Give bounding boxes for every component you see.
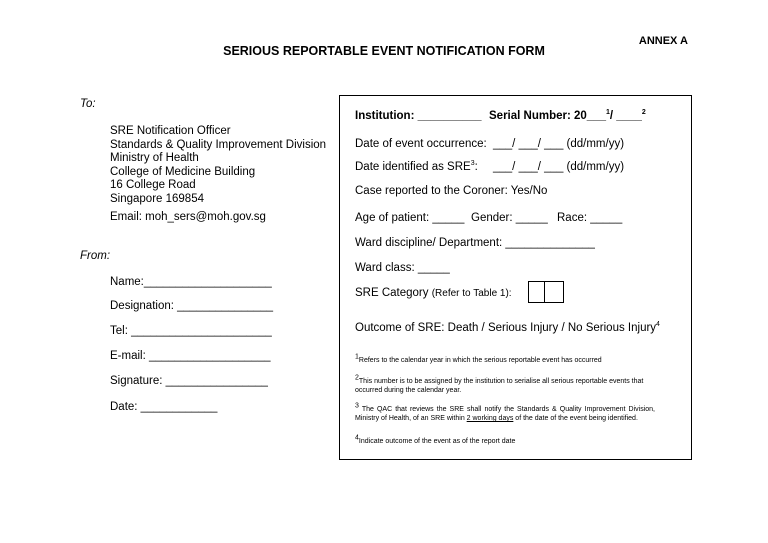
date-identified-text: Date identified as SRE bbox=[355, 161, 471, 173]
serial-footnote-2: 2 bbox=[641, 109, 646, 117]
footnote-marker: 2 bbox=[355, 374, 359, 382]
serial-mid: / ____ bbox=[609, 110, 642, 122]
footnote-2 bbox=[355, 374, 655, 395]
date-identified-footnote: 3 bbox=[470, 160, 475, 168]
footnote-4 bbox=[355, 434, 655, 446]
sre-category-box-2[interactable] bbox=[545, 281, 564, 303]
date-identified-field[interactable]: ___/ ___/ ___ (dd/mm/yy) bbox=[493, 161, 625, 173]
serial-footnote-1: 1 bbox=[605, 109, 610, 117]
tel-field[interactable]: Tel: ______________________ bbox=[110, 325, 272, 337]
email-field[interactable]: E-mail: ___________________ bbox=[110, 350, 271, 362]
date-occurrence-field[interactable]: ___/ ___/ ___ (dd/mm/yy) bbox=[493, 138, 625, 150]
footnote-1 bbox=[355, 353, 655, 365]
address-line: Ministry of Health bbox=[110, 152, 199, 164]
footnote-text: Indicate outcome of the event as of the report date bbox=[358, 438, 516, 445]
sre-category-text: SRE Category bbox=[355, 287, 429, 299]
outcome-footnote: 4 bbox=[656, 321, 660, 329]
from-label: From: bbox=[80, 250, 111, 262]
sre-category-label bbox=[355, 287, 512, 299]
race-field[interactable]: Race: _____ bbox=[557, 212, 623, 224]
footnote-text: This number is to be assigned by the institution to serialise all serious reportable events that occurred during the calendar year. bbox=[355, 378, 644, 394]
footnote-marker: 3 bbox=[355, 402, 359, 410]
gender-field[interactable]: Gender: _____ bbox=[471, 212, 548, 224]
outcome-field[interactable] bbox=[355, 322, 660, 334]
address-line: College of Medicine Building bbox=[110, 165, 256, 178]
outcome-text: Outcome of SRE: Death / Serious Injury / No Serious Injury bbox=[355, 322, 657, 334]
ward-class-field[interactable]: Ward class: _____ bbox=[355, 262, 450, 274]
footnote-3 bbox=[355, 402, 655, 423]
date-identified-label bbox=[355, 161, 478, 173]
serial-number-field[interactable] bbox=[489, 110, 646, 122]
footnote-text: The QAC that reviews the SRE shall notify the Standards & Quality Improvement Division, Ministry of Health, of an SRE within bbox=[355, 406, 655, 422]
coroner-field[interactable]: Case reported to the Coroner: Yes/No bbox=[355, 185, 548, 197]
address-line: Singapore 169854 bbox=[110, 192, 204, 205]
form-title: SERIOUS REPORTABLE EVENT NOTIFICATION FORM bbox=[223, 44, 545, 58]
sre-category-box-1[interactable] bbox=[528, 281, 545, 303]
designation-field[interactable]: Designation: _______________ bbox=[110, 300, 274, 312]
recipient-email: Email: moh_sers@moh.gov.sg bbox=[110, 211, 266, 223]
institution-field[interactable] bbox=[355, 110, 482, 122]
date-field[interactable]: Date: ____________ bbox=[110, 401, 218, 413]
age-field[interactable]: Age of patient: _____ bbox=[355, 212, 465, 224]
address-line: Standards & Quality Improvement Division bbox=[110, 138, 327, 151]
signature-field[interactable]: Signature: ________________ bbox=[110, 375, 268, 387]
recipient-address bbox=[110, 125, 326, 206]
footnote-marker: 4 bbox=[355, 434, 359, 442]
footnote-text: of the date of the event being identified. bbox=[513, 415, 638, 422]
sre-category-ref: (Refer to Table 1): bbox=[431, 288, 512, 299]
institution-label: Institution: __________ bbox=[355, 110, 482, 122]
annex-label: ANNEX A bbox=[638, 35, 688, 47]
date-occurrence-label: Date of event occurrence: bbox=[355, 138, 487, 150]
footnote-text: Refers to the calendar year in which the serious reportable event has occurred bbox=[358, 357, 602, 364]
to-label: To: bbox=[80, 98, 96, 110]
address-line: SRE Notification Officer bbox=[110, 125, 231, 137]
ward-discipline-field[interactable]: Ward discipline/ Department: ______________ bbox=[355, 237, 595, 249]
sre-category-boxes[interactable] bbox=[528, 281, 564, 303]
address-line: 16 College Road bbox=[110, 179, 196, 191]
footnote-underlined: 2 working days bbox=[466, 415, 514, 422]
date-identified-colon: : bbox=[474, 161, 478, 173]
name-field[interactable]: Name:____________________ bbox=[110, 276, 272, 288]
footnote-marker: 1 bbox=[355, 353, 359, 361]
serial-prefix: Serial Number: 20___ bbox=[489, 110, 606, 122]
